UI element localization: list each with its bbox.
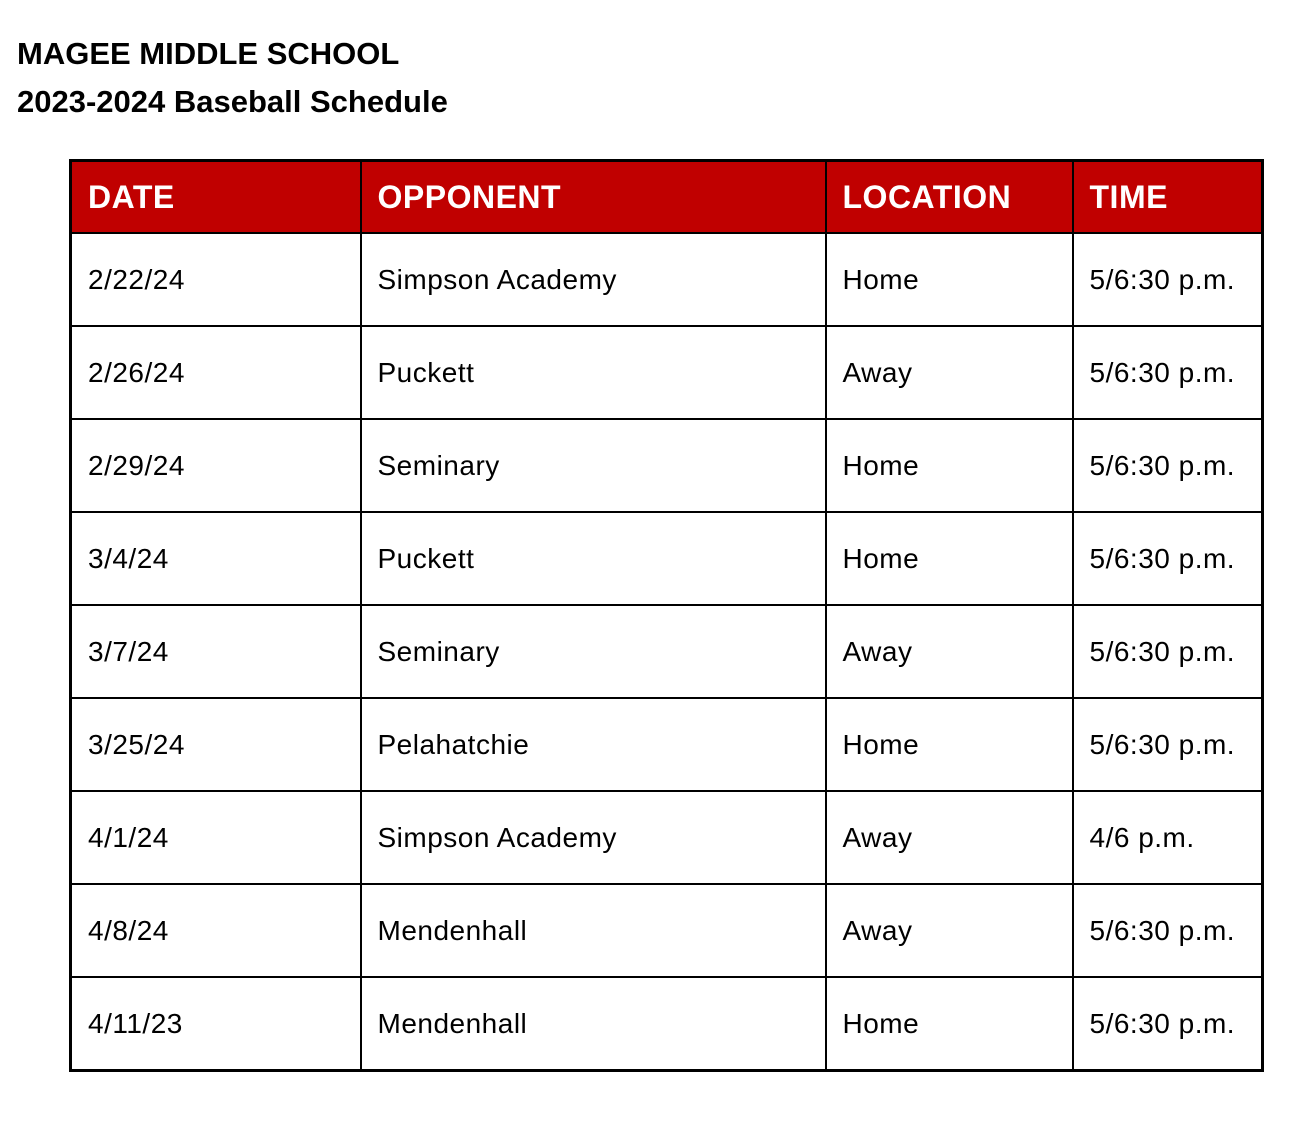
cell-location: Away — [826, 326, 1073, 419]
table-row — [71, 419, 1263, 512]
cell-opponent: Pelahatchie — [361, 698, 826, 791]
cell-location: Away — [826, 791, 1073, 884]
cell-time: 5/6:30 p.m. — [1073, 884, 1263, 977]
table-row — [71, 326, 1263, 419]
cell-date: 4/11/23 — [71, 977, 361, 1071]
cell-date: 3/4/24 — [71, 512, 361, 605]
cell-time: 5/6:30 p.m. — [1073, 326, 1263, 419]
table-row — [71, 977, 1263, 1071]
cell-date: 4/1/24 — [71, 791, 361, 884]
column-header-opponent: OPPONENT — [361, 161, 826, 234]
cell-location: Away — [826, 884, 1073, 977]
column-header-date: DATE — [71, 161, 361, 234]
cell-opponent: Mendenhall — [361, 884, 826, 977]
cell-location: Home — [826, 233, 1073, 326]
cell-location: Away — [826, 605, 1073, 698]
cell-location: Home — [826, 512, 1073, 605]
cell-opponent: Seminary — [361, 605, 826, 698]
cell-location: Home — [826, 419, 1073, 512]
cell-time: 5/6:30 p.m. — [1073, 419, 1263, 512]
cell-time: 5/6:30 p.m. — [1073, 512, 1263, 605]
cell-date: 3/25/24 — [71, 698, 361, 791]
schedule-table — [69, 159, 1264, 1072]
schedule-title: 2023-2024 Baseball Schedule — [17, 84, 448, 119]
cell-opponent: Simpson Academy — [361, 233, 826, 326]
cell-date: 3/7/24 — [71, 605, 361, 698]
school-name: MAGEE MIDDLE SCHOOL — [17, 36, 400, 71]
cell-date: 2/29/24 — [71, 419, 361, 512]
cell-opponent: Simpson Academy — [361, 791, 826, 884]
cell-opponent: Mendenhall — [361, 977, 826, 1071]
cell-location: Home — [826, 977, 1073, 1071]
table-row — [71, 233, 1263, 326]
cell-time: 5/6:30 p.m. — [1073, 698, 1263, 791]
cell-date: 2/26/24 — [71, 326, 361, 419]
table-row — [71, 791, 1263, 884]
table-row — [71, 512, 1263, 605]
cell-date: 2/22/24 — [71, 233, 361, 326]
table-row — [71, 884, 1263, 977]
table-header-row — [71, 161, 1263, 234]
cell-time: 4/6 p.m. — [1073, 791, 1263, 884]
cell-time: 5/6:30 p.m. — [1073, 977, 1263, 1071]
cell-date: 4/8/24 — [71, 884, 361, 977]
cell-time: 5/6:30 p.m. — [1073, 605, 1263, 698]
cell-time: 5/6:30 p.m. — [1073, 233, 1263, 326]
cell-opponent: Puckett — [361, 326, 826, 419]
table-row — [71, 698, 1263, 791]
column-header-location: LOCATION — [826, 161, 1073, 234]
column-header-time: TIME — [1073, 161, 1263, 234]
table-row — [71, 605, 1263, 698]
cell-opponent: Seminary — [361, 419, 826, 512]
cell-location: Home — [826, 698, 1073, 791]
cell-opponent: Puckett — [361, 512, 826, 605]
